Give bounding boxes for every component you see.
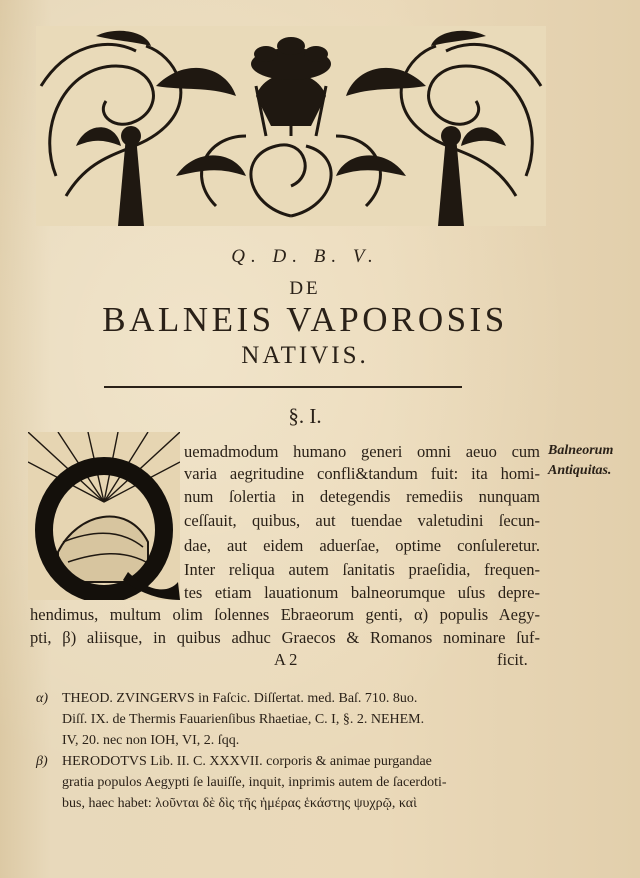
footnote-beta-line-2: gratia populos Aegypti ſe lauiſſe, inquit, inprimis autem de ſacerdoti- bbox=[62, 775, 447, 790]
footnote-alpha-line-2: Diſſ. IX. de Thermis Fauarienſibus Rhaetiae, C. I, §. 2. NEHEM. bbox=[62, 712, 425, 727]
qdbv-heading: Q. D. B. V. bbox=[231, 246, 379, 267]
body-line: hendimus, multum olim ſolennes Ebraeorum genti, α) populis Aegy- bbox=[30, 605, 540, 624]
title-line-2: NATIVIS. bbox=[241, 342, 369, 369]
footnote-alpha-line-1 bbox=[36, 688, 417, 709]
section-number: §. I. bbox=[288, 404, 322, 428]
headpiece-ornament bbox=[36, 26, 546, 226]
footnote-mark: α) bbox=[36, 691, 49, 706]
drop-cap-q bbox=[28, 432, 180, 600]
footnote-text: THEOD. ZVINGERVS in Faſcic. Diſſertat. med. Baſ. 710. 8uo. bbox=[62, 691, 418, 706]
signature-mark: A 2 bbox=[274, 650, 298, 669]
title-rule bbox=[104, 386, 462, 388]
body-line: num ſolertia in detegendis remediis nunquam bbox=[184, 487, 540, 506]
footnote-beta-line-3: bus, haec habet: λοῦνται δὲ δὶς τῆς ἡμέρας ἑκάστης ψυχρῷ, καὶ bbox=[62, 796, 417, 811]
body-line: dae, aut eidem aduerſae, optime conſuleretur. bbox=[184, 536, 540, 555]
heading-de: DE bbox=[289, 278, 321, 299]
catchword: ficit. bbox=[497, 650, 528, 669]
footnote-beta-line-1 bbox=[36, 751, 432, 772]
body-line: ceſſauit, quibus, aut tuendae valetudini ſecun- bbox=[184, 511, 540, 530]
footnote-text: HERODOTVS Lib. II. C. XXXVII. corporis & animae purgandae bbox=[62, 754, 432, 769]
body-line: Inter reliqua autem ſanitatis praeſidia, frequen- bbox=[184, 560, 540, 579]
margin-note-line-2: Antiquitas. bbox=[548, 463, 612, 478]
margin-note-line-1: Balneorum bbox=[548, 443, 614, 458]
title-line-1: BALNEIS VAPOROSIS bbox=[102, 300, 508, 339]
footnote-alpha-line-3: IV, 20. nec non IOH, VI, 2. ſqq. bbox=[62, 733, 240, 748]
body-line: tes etiam lauationum balneorumque uſus depre- bbox=[184, 583, 540, 602]
footnote-mark: β) bbox=[36, 754, 48, 769]
body-line: varia aegritudine confli&tandum fuit: ita homi- bbox=[184, 464, 540, 483]
margin-note bbox=[548, 441, 640, 481]
body-line: uemadmodum humano generi omni aeuo cum bbox=[184, 442, 540, 461]
body-line: pti, β) aliisque, in quibus adhuc Graecos & Romanos nominare ſuf- bbox=[30, 628, 540, 647]
